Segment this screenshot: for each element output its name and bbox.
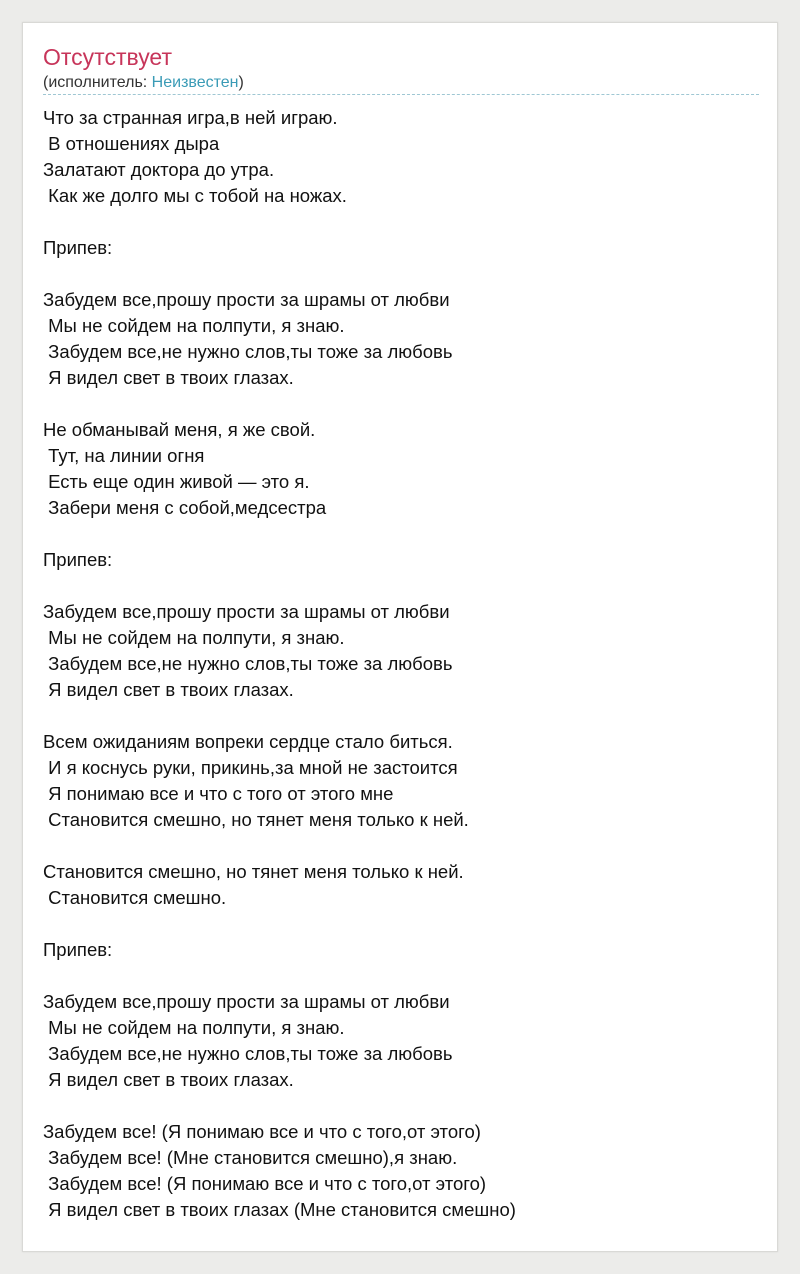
performer-suffix: ) (238, 74, 244, 91)
lyrics-line: Не обманывай меня, я же свой. (43, 419, 316, 440)
lyrics-line: Становится смешно, но тянет меня только к ней. (43, 809, 469, 830)
lyrics-line: Я видел свет в твоих глазах. (43, 1069, 294, 1090)
lyrics-line: И я коснусь руки, прикинь,за мной не застоится (43, 757, 458, 778)
lyrics-line (43, 261, 759, 287)
lyrics-line: Есть еще один живой — это я. (43, 471, 310, 492)
lyrics-line: Становится смешно, но тянет меня только к ней. (43, 861, 464, 882)
lyrics-line: Забудем все,не нужно слов,ты тоже за любовь (43, 1043, 453, 1064)
lyrics-line: Как же долго мы с тобой на ножах. (43, 185, 347, 206)
lyrics-line: Забудем все,не нужно слов,ты тоже за любовь (43, 341, 453, 362)
lyrics-line: Залатают доктора до утра. (43, 159, 275, 180)
lyrics-line: Становится смешно. (43, 887, 227, 908)
lyrics-line: Забери меня с собой,медсестра (43, 497, 327, 518)
lyrics-line (43, 703, 759, 729)
lyrics-line (43, 521, 759, 547)
lyrics-line: Забудем все! (Я понимаю все и что с того,от этого) (43, 1121, 481, 1142)
lyrics-line: Забудем все,не нужно слов,ты тоже за любовь (43, 653, 453, 674)
song-title: Отсутствует (43, 44, 172, 70)
lyrics-line: Забудем все! (Мне становится смешно),я знаю. (43, 1147, 458, 1168)
lyrics-line: Мы не сойдем на полпути, я знаю. (43, 627, 345, 648)
lyrics-line (43, 209, 759, 235)
lyrics-line: В отношениях дыра (43, 133, 220, 154)
lyrics-line: Всем ожиданиям вопреки сердце стало биться. (43, 731, 453, 752)
lyrics-line (43, 1093, 759, 1119)
lyrics-text (43, 105, 759, 1223)
lyrics-line (43, 833, 759, 859)
lyrics-line: Припев: (43, 237, 113, 258)
performer-prefix: (исполнитель: (43, 74, 152, 91)
lyrics-line: Мы не сойдем на полпути, я знаю. (43, 315, 345, 336)
lyrics-line: Я видел свет в твоих глазах. (43, 679, 294, 700)
lyrics-line: Что за странная игра,в ней играю. (43, 107, 338, 128)
lyrics-line: Забудем все,прошу прости за шрамы от любви (43, 991, 450, 1012)
lyrics-line: Я видел свет в твоих глазах (Мне становится смешно) (43, 1199, 516, 1220)
performer-link[interactable]: Неизвестен (151, 74, 239, 91)
lyrics-card (22, 22, 778, 1252)
lyrics-line: Мы не сойдем на полпути, я знаю. (43, 1017, 345, 1038)
lyrics-line: Я понимаю все и что с того от этого мне (43, 783, 394, 804)
lyrics-line (43, 911, 759, 937)
title-divider (43, 94, 759, 95)
lyrics-line (43, 963, 759, 989)
lyrics-line: Я видел свет в твоих глазах. (43, 367, 294, 388)
lyrics-line: Забудем все,прошу прости за шрамы от любви (43, 601, 450, 622)
lyrics-line: Припев: (43, 939, 113, 960)
lyrics-line: Припев: (43, 549, 113, 570)
lyrics-line (43, 573, 759, 599)
lyrics-line: Тут, на линии огня (43, 445, 205, 466)
lyrics-line: Забудем все,прошу прости за шрамы от любви (43, 289, 450, 310)
lyrics-line: Забудем все! (Я понимаю все и что с того,от этого) (43, 1173, 487, 1194)
performer-line (43, 73, 244, 93)
lyrics-line (43, 391, 759, 417)
